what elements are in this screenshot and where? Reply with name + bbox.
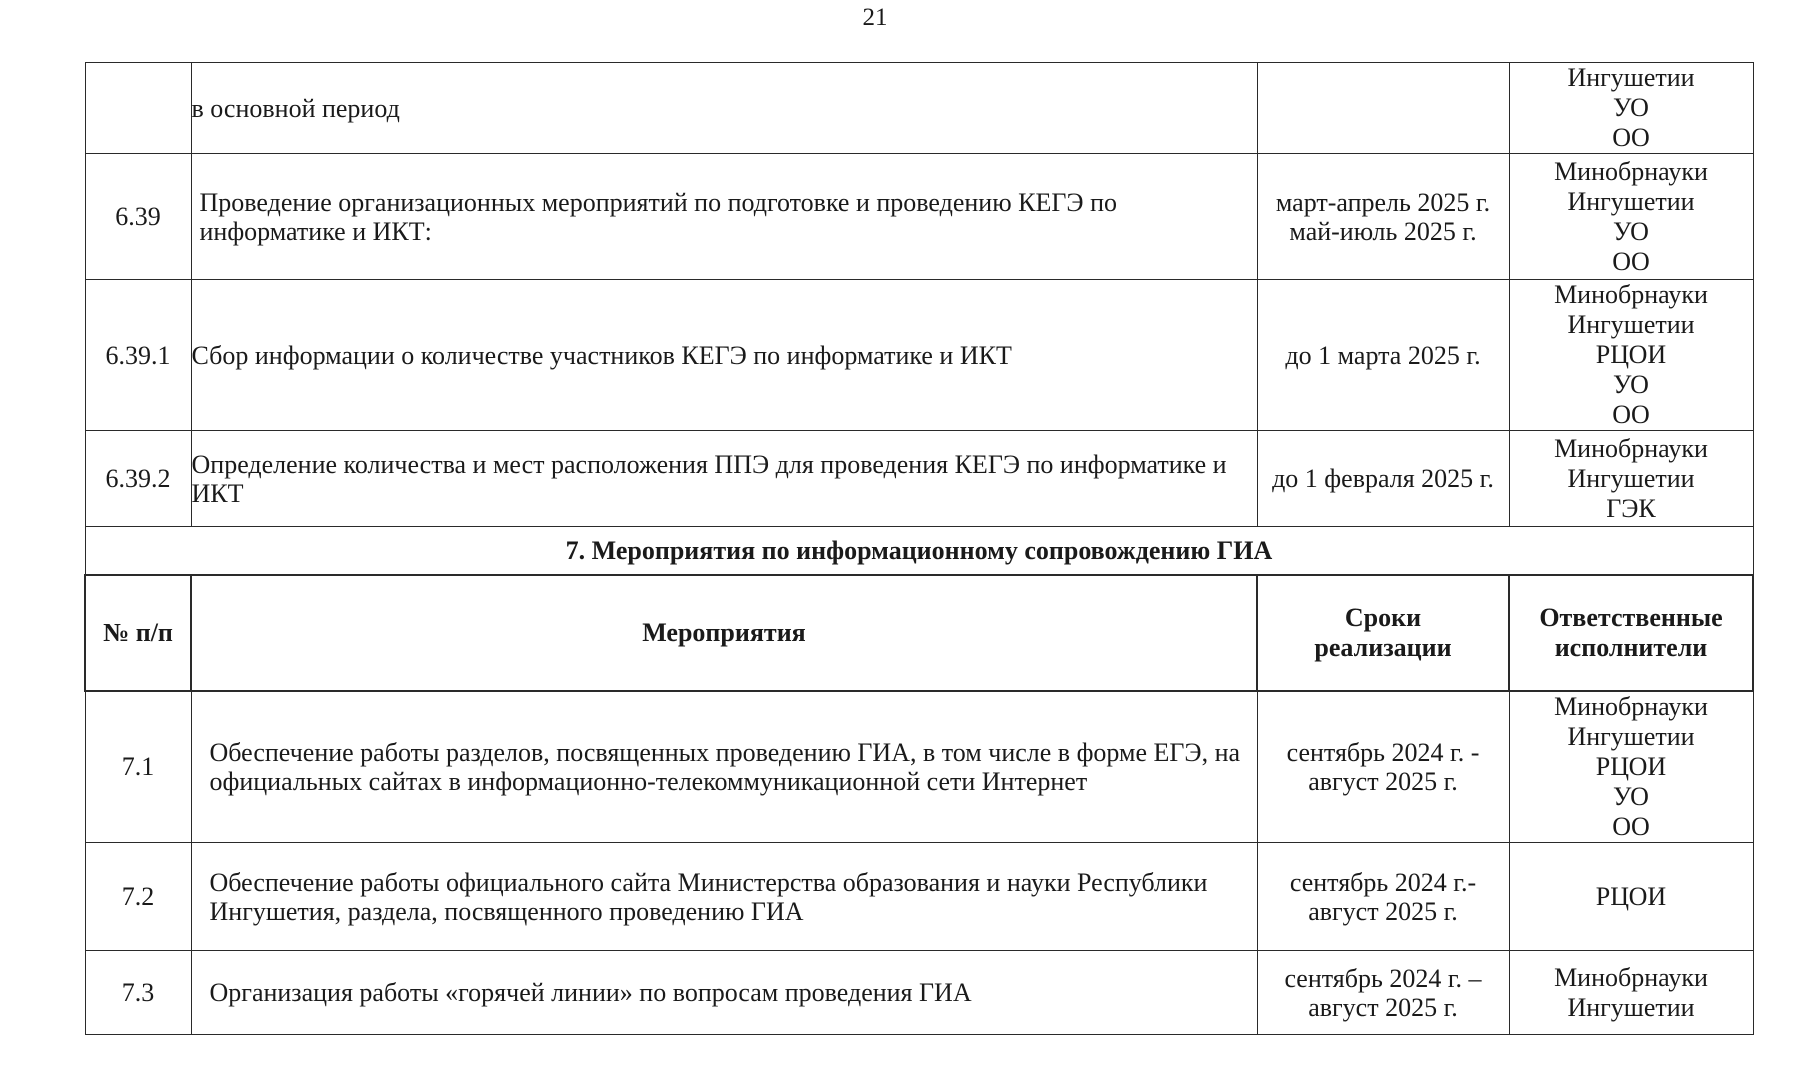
date-line: сентябрь 2024 г.- (1289, 867, 1477, 897)
row-number: 6.39 (85, 154, 191, 280)
date-line: август 2025 г. (1308, 896, 1458, 926)
responsible-line: РЦОИ (1595, 340, 1667, 369)
row-dates (1257, 431, 1509, 527)
table-row (85, 691, 1753, 843)
row-activity: Организация работы «горячей линии» по вопросам проведения ГИА (191, 951, 1257, 1035)
date-line: август 2025 г. (1308, 992, 1458, 1022)
table-row (85, 843, 1753, 951)
responsible-line: РЦОИ (1595, 751, 1667, 781)
row-responsible (1509, 843, 1753, 951)
row-responsible (1509, 280, 1753, 431)
responsible-line: Минобрнауки (1554, 280, 1708, 309)
row-number: 6.39.2 (85, 431, 191, 527)
row-responsible (1509, 691, 1753, 843)
header-dates-line: Сроки (1344, 602, 1422, 632)
header-dates (1257, 575, 1509, 691)
responsible-line: ОО (1612, 246, 1650, 276)
date-line: май-июль 2025 г. (1289, 216, 1477, 246)
row-activity: Обеспечение работы разделов, посвященных проведению ГИА, в том числе в форме ЕГЭ, на официальных сайтах в информационно-телекоммуникационной сети Интернет (191, 691, 1257, 843)
section-title: 7. Мероприятия по информационному сопровождению ГИА (85, 527, 1753, 575)
responsible-line: УО (1613, 216, 1649, 246)
date-line: сентябрь 2024 г. – (1284, 963, 1482, 993)
header-responsible (1509, 575, 1753, 691)
responsible-line: Минобрнауки (1554, 156, 1708, 186)
responsible-line: Ингушетии (1567, 463, 1695, 493)
header-responsible-line: исполнители (1554, 632, 1708, 662)
responsible-line: ОО (1612, 123, 1650, 152)
row-dates (1257, 63, 1509, 154)
row-activity: Сбор информации о количестве участников КЕГЭ по информатике и ИКТ (191, 280, 1257, 431)
table-row (85, 63, 1753, 154)
responsible-line: Ингушетии (1567, 63, 1695, 92)
row-dates (1257, 843, 1509, 951)
date-line: до 1 марта 2025 г. (1285, 340, 1481, 370)
events-table (84, 62, 1754, 1035)
row-responsible (1509, 951, 1753, 1035)
row-activity: Проведение организационных мероприятий по подготовке и проведению КЕГЭ по информатике и ИКТ: (191, 154, 1257, 280)
responsible-line: УО (1613, 370, 1649, 399)
row-dates (1257, 280, 1509, 431)
responsible-line: УО (1613, 93, 1649, 122)
row-activity: в основной период (191, 63, 1257, 154)
row-number: 7.1 (85, 691, 191, 843)
header-dates-line: реализации (1314, 632, 1452, 662)
responsible-line: Ингушетии (1567, 992, 1695, 1022)
responsible-line: ГЭК (1606, 493, 1656, 523)
responsible-line: РЦОИ (1595, 881, 1667, 911)
responsible-line: Минобрнауки (1554, 691, 1708, 721)
row-dates (1257, 951, 1509, 1035)
row-responsible (1509, 431, 1753, 527)
date-line: до 1 февраля 2025 г. (1272, 464, 1494, 493)
responsible-line: Ингушетии (1567, 310, 1695, 339)
row-number (85, 63, 191, 154)
responsible-line: Ингушетии (1567, 721, 1695, 751)
page-number: 21 (862, 4, 888, 31)
header-responsible-line: Ответственные (1539, 602, 1723, 632)
table-row (85, 154, 1753, 280)
row-responsible (1509, 63, 1753, 154)
row-dates (1257, 154, 1509, 280)
responsible-line: Минобрнауки (1554, 433, 1708, 463)
responsible-line: УО (1613, 781, 1649, 811)
table-row (85, 280, 1753, 431)
row-number: 6.39.1 (85, 280, 191, 431)
row-number: 7.2 (85, 843, 191, 951)
header-activity: Мероприятия (191, 575, 1257, 691)
date-line: март-апрель 2025 г. (1275, 187, 1491, 217)
row-responsible (1509, 154, 1753, 280)
table-row (85, 431, 1753, 527)
responsible-line: Ингушетии (1567, 186, 1695, 216)
table-row (85, 951, 1753, 1035)
row-activity: Определение количества и мест расположения ППЭ для проведения КЕГЭ по информатике и ИКТ (191, 431, 1257, 527)
header-number: № п/п (85, 575, 191, 691)
date-line: август 2025 г. (1308, 766, 1458, 796)
responsible-line: ОО (1612, 811, 1650, 841)
row-activity: Обеспечение работы официального сайта Министерства образования и науки Республики Ингушетия, раздела, посвященного проведению ГИА (191, 843, 1257, 951)
row-dates (1257, 691, 1509, 843)
table-header-row (85, 575, 1753, 691)
responsible-line: ОО (1612, 400, 1650, 429)
date-line: сентябрь 2024 г. - (1286, 737, 1480, 767)
section-title-row (85, 527, 1753, 575)
row-number: 7.3 (85, 951, 191, 1035)
responsible-line: Минобрнауки (1554, 962, 1708, 992)
